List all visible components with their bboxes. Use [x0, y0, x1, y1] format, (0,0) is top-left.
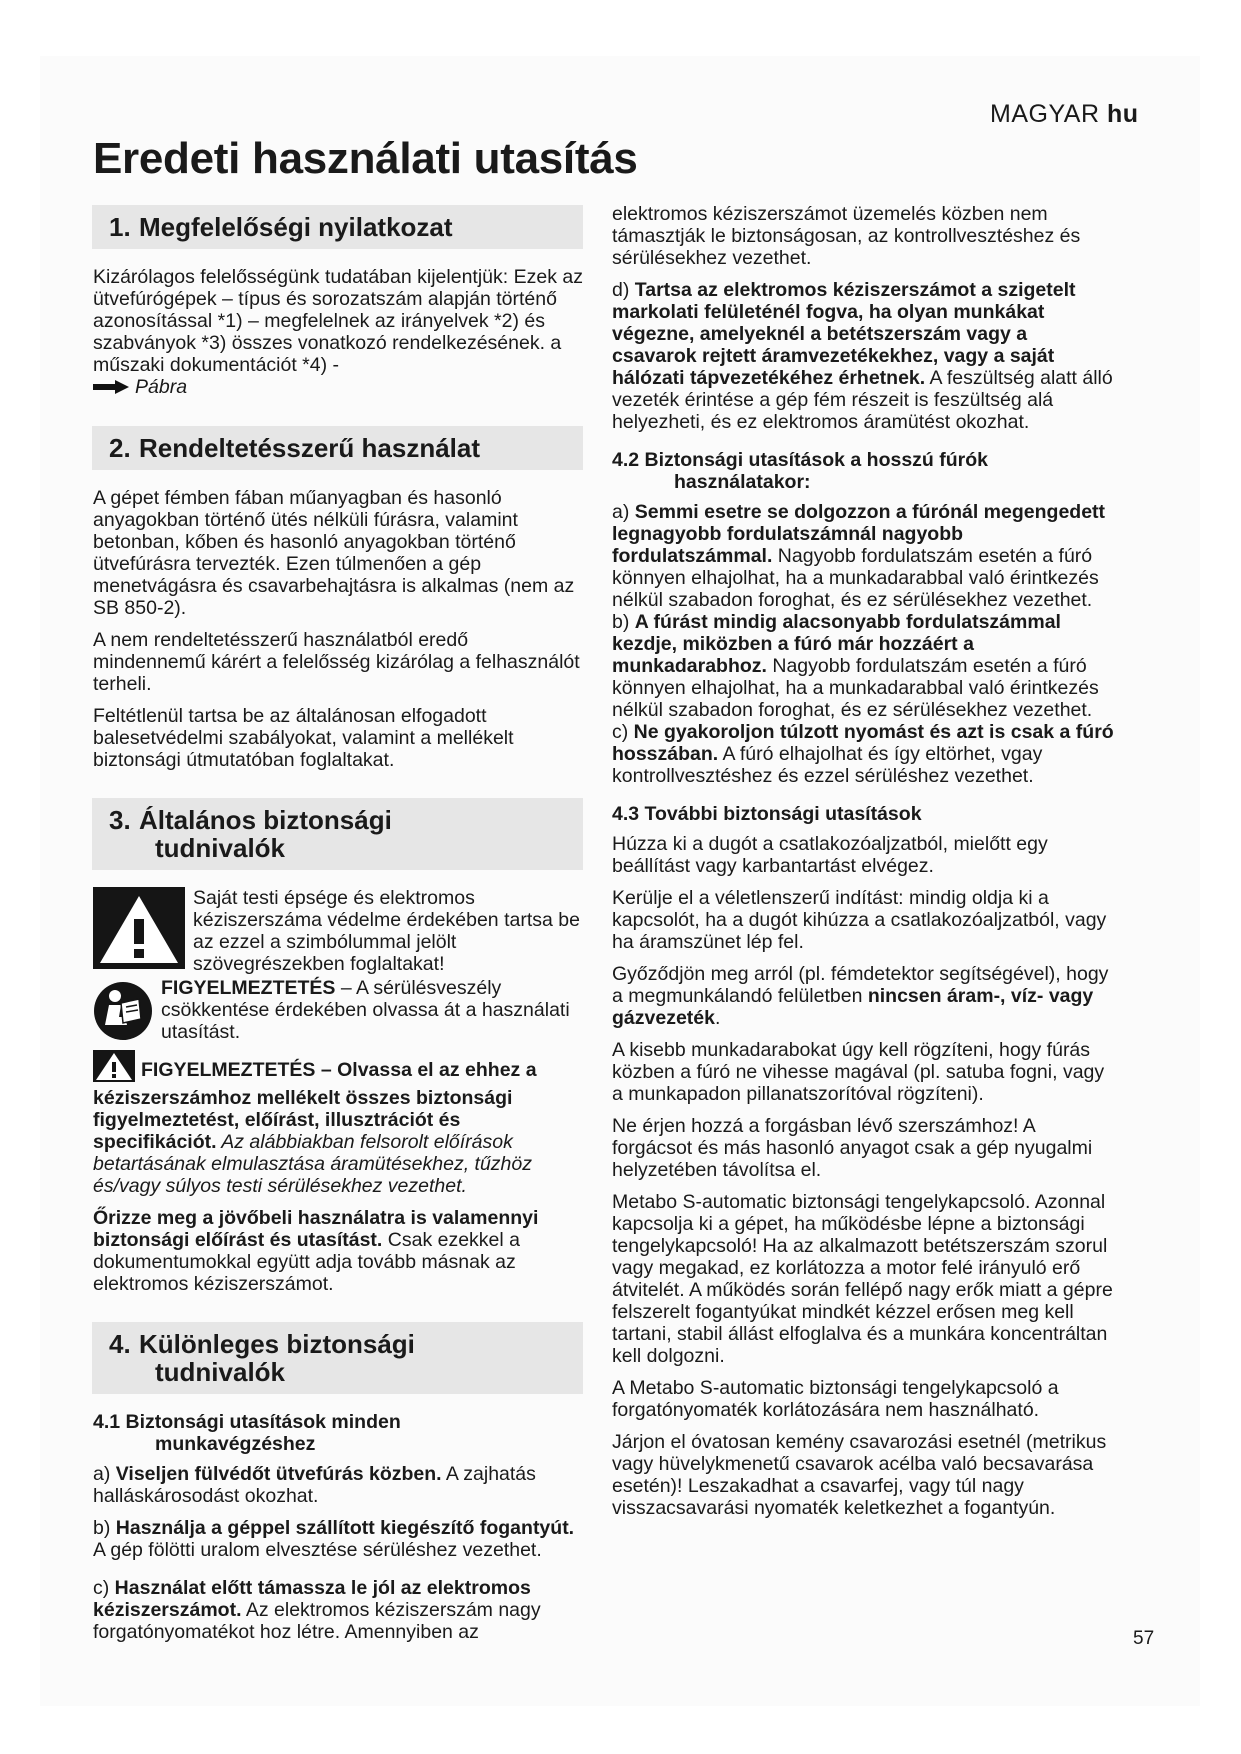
item-d-paragraph: d) Tartsa az elektromos kéziszerszámot a szigetelt markolati felületénél fogva, ha olyan munkákat végezne, amelyeknél a betétszerszám vagy a csavarok rejtett áramvezetékekhez, vagy a saját hálózati tápvezetékéhez érhetnek. A feszültség alatt álló vezeték érintése a gép fém részeit is feszültség alá helyezheti, és ez elektromos áramütést okozhat. — [612, 279, 1113, 433]
further-safety-paragraph: Ne érjen hozzá a forgásban lévő szerszámhoz! A forgácsot és más hasonló anyagot csak a gép nyugalmi helyzetében távolítsa el. — [612, 1115, 1093, 1181]
section-1-body: Kizárólagos felelősségünk tudatában kijelentjük: Ezek az ütvefúrógépek – típus és sorozatszám alapján történő azonosítással *1) – megfelelnek az irányelvek *2) és szabványok *3) összes vonatkozó rendelkezésének. a műszaki dokumentációt *4) - — [93, 266, 583, 376]
further-safety-paragraph: Járjon el óvatosan kemény csavarozási esetnél (metrikus vagy hüvelykmenetű csavarok acélba való becsavarása esetén)! Leszakadhat a csavarfej, vagy túl nagy visszacsavarási nyomaték keletkezhet a fogantyún. — [612, 1431, 1107, 1519]
section-1-heading: 1. Megfelelőségi nyilatkozat — [92, 205, 583, 249]
long-drill-item-b: b) A fúrást mindig alacsonyabb fordulatszámmal kezdje, miközben a fúró már hozzáért a munkadarabhoz. Nagyobb fordulatszám esetén a fúró könnyen elhajolhat, ha a munkadarabbal való érintkezés nélkül szabadon foroghat, és ez sérülésekhez vezethet. — [612, 611, 1099, 721]
page-number: 57 — [1133, 1628, 1155, 1649]
section-1-ref: Pábra — [93, 376, 583, 399]
read-manual-icon — [93, 981, 153, 1046]
keep-instructions-paragraph: Őrizze meg a jövőbeli használatra is valamennyi biztonsági előírást és utasítást. Csak ezekkel a dokumentumokkal együtt adja tovább másnak az elektromos kéziszerszámot. — [93, 1206, 539, 1295]
section-4-heading: 4. Különleges biztonsági tudnivalók — [92, 1322, 583, 1394]
further-safety-paragraph: Metabo S-automatic biztonsági tengelykapcsoló. Azonnal kapcsolja ki a gépet, ha működésbe lépne a biztonsági tengelykapcsoló! Ha az alkalmazott betétszerszám szorul vagy megakad, ez korlátozza a motor felé irányuló erő átvitelét. A működés során fellépő nagy erők miatt a gépre felszerelt fogantyúkat mindkét kézzel erősen meg kell tartani, stabil állást elfoglalva és a munkára koncentráltan kell dolgozni. — [612, 1191, 1113, 1367]
further-safety-paragraph: A kisebb munkadarabokat úgy kell rögzíteni, hogy fúrás közben a fúró ne vihesse magával (pl. satuba fogni, vagy a munkapadon pillanatszorítóval rögzíteni). — [612, 1039, 1105, 1105]
page-title: Eredeti használati utasítás — [93, 134, 638, 183]
left-column — [93, 205, 583, 1653]
language-code: hu — [1106, 100, 1139, 128]
warning-triangle-icon — [93, 887, 185, 974]
item-a-paragraph: a) Viseljen fülvédőt ütvefúrás közben. A zajhatás halláskárosodást okozhat. — [93, 1462, 536, 1507]
read-manual-note: FIGYELMEZTETÉS – A sérülésveszély csökkentése érdekében olvassa át a használati utasítást. — [93, 977, 583, 1046]
warning-symbol-note: Saját testi épsége és elektromos kéziszerszáma védelme érdekében tartsa be az ezzel a szimbólummal jelölt szövegrészekben foglaltakat! — [93, 887, 583, 975]
item-c-continuation: elektromos kéziszerszámot üzemelés közben nem támasztják le biztonságosan, az kontrollvesztéshez és sérülésekhez vezethet. — [612, 203, 1081, 269]
right-column — [612, 203, 1117, 1529]
section-3-heading: 3. Általános biztonsági tudnivalók — [92, 798, 583, 870]
warning-triangle-icon — [93, 1050, 135, 1087]
further-safety-paragraph: Kerülje el a véletlenszerű indítást: mindig oldja ki a kapcsolót, ha a dugót kihúzza a csatlakozóaljzatból, vagy ha áramszünet lép fel. — [612, 887, 1107, 953]
section-2-paragraph: A gépet fémben fában műanyagban és hasonló anyagokban történő ütés nélküli fúrásra, valamint betonban, kőben és hasonló anyagokban történő ütvefúrásra tervezték. Ezen túlmenően a gép menetvágásra és csavarbehajtásra is alkalmas (nem az SB 850-2). — [93, 486, 575, 619]
item-c-paragraph: c) Használat előtt támassza le jól az elektromos kéziszerszámot. Az elektromos kéziszerszám nagy forgatónyomatékot hoz létre. Amennyiben az — [93, 1576, 541, 1643]
section-2-heading: 2. Rendeltetésszerű használat — [92, 426, 583, 470]
long-drill-item-c: c) Ne gyakoroljon túlzott nyomást és azt is csak a fúró hosszában. A fúró elhajolhat és így eltörhet, vgay kontrollvesztéshez és ezzel sérüléshez vezethet. — [612, 721, 1114, 787]
further-safety-paragraph: A Metabo S-automatic biztonsági tengelykapcsoló a forgatónyomaték korlátozására nem használható. — [612, 1377, 1059, 1421]
section-2-paragraph: A nem rendeltetésszerű használatból eredő mindennemű kárért a felelősség kizárólag a felhasználót terheli. — [93, 628, 580, 695]
safety-warning-paragraph: FIGYELMEZTETÉS – Olvassa el az ehhez a kéziszerszámhoz mellékelt összes biztonsági figyelmeztetést, előírást, illusztrációt és specifikációt. Az alábbiakban felsorolt előírások betartásának elmulasztása áramütésekhez, tűzhöz és/vagy súlyos testi sérülésekhez vezethet. — [93, 1050, 583, 1197]
subsection-4-1-heading: 4.1 Biztonsági utasítások minden munkavégzéshez — [93, 1410, 401, 1455]
long-drill-item-a: a) Semmi esetre se dolgozzon a fúrónál megengedett legnagyobb fordulatszámnál nagyobb fordulatszámmal. Nagyobb fordulatszám esetén a fúró könnyen elhajolhat, ha a munkadarabbal való érintkezés nélkül szabadon foroghat, és ez sérülésekhez vezethet. — [612, 501, 1106, 611]
section-2-paragraph: Feltétlenül tartsa be az általánosan elfogadott balesetvédelmi szabályokat, valamint a mellékelt biztonsági útmutatóban foglaltakat. — [93, 704, 514, 771]
item-b-paragraph: b) Használja a géppel szállított kiegészítő fogantyút. A gép fölötti uralom elvesztése sérüléshez vezethet. — [93, 1516, 575, 1561]
arrow-right-icon — [93, 377, 129, 399]
further-safety-paragraph: Húzza ki a dugót a csatlakozóaljzatból, mielőtt egy beállítást vagy karbantartást elvégez. — [612, 833, 1048, 877]
language-label: MAGYAR hu — [990, 100, 1139, 128]
further-safety-paragraph: Győződjön meg arról (pl. fémdetektor segítségével), hogy a megmunkálandó felületben nincsen áram-, víz- vagy gázvezeték. — [612, 963, 1109, 1029]
subsection-4-3-heading: 4.3 További biztonsági utasítások — [612, 803, 922, 825]
subsection-4-2-heading: 4.2 Biztonsági utasítások a hosszú fúrók használatakor: — [612, 449, 989, 493]
